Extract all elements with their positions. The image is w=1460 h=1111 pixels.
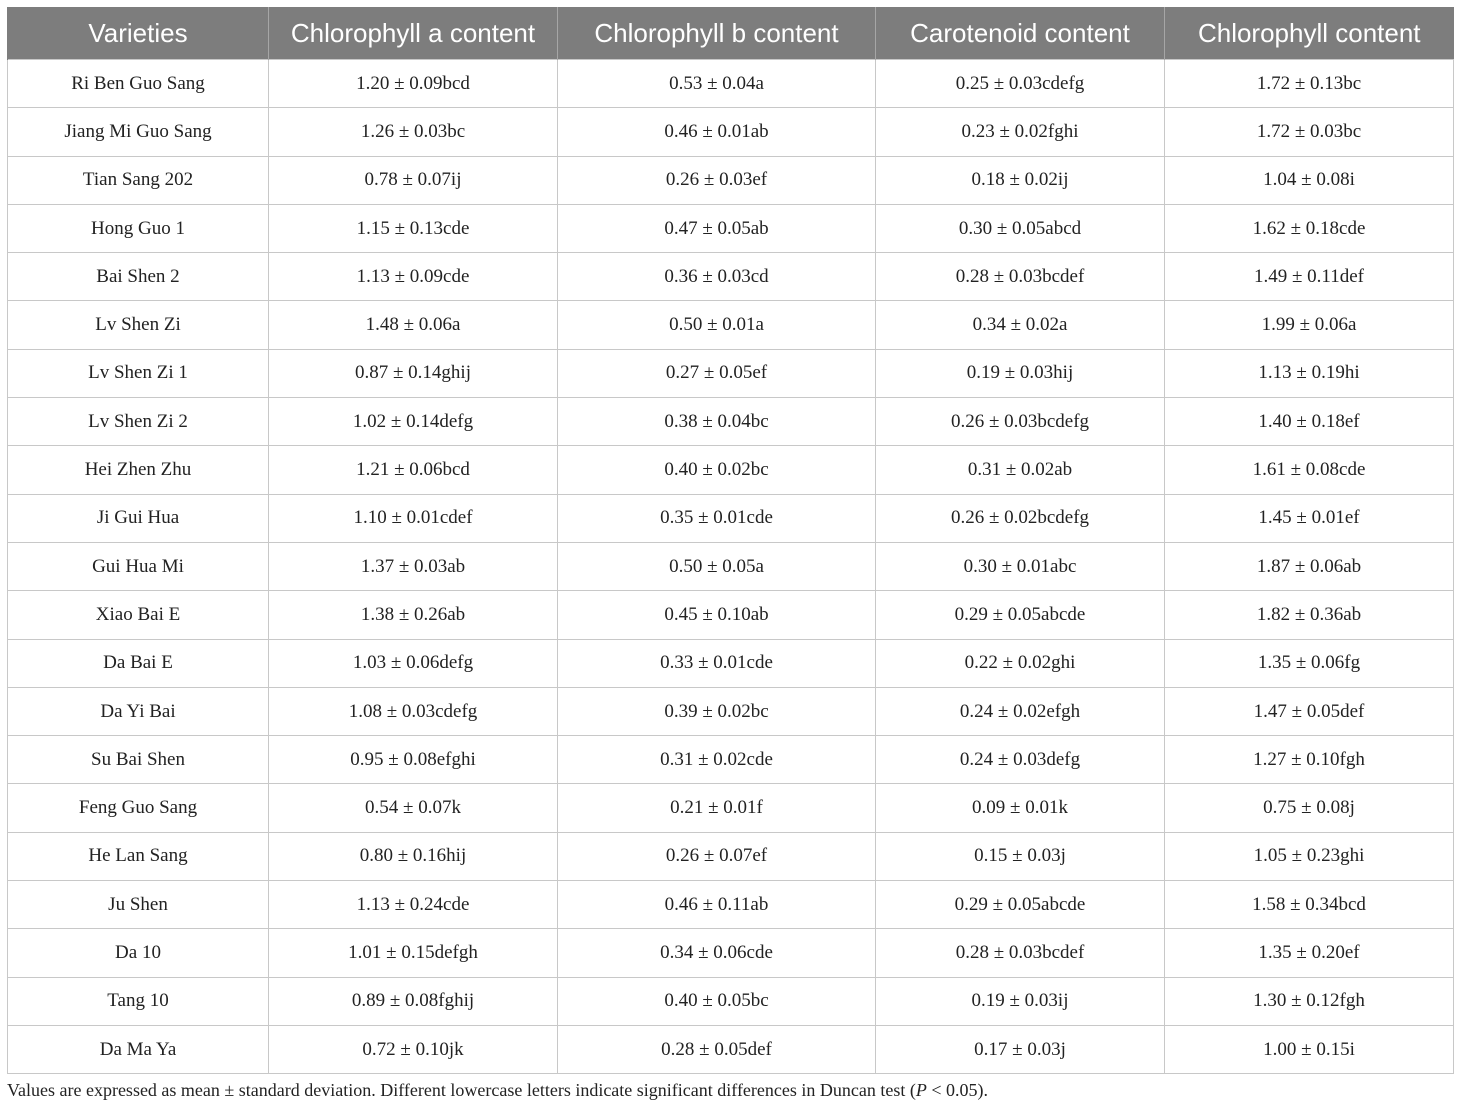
table-row: [8, 60, 1454, 108]
cell-chlorophyll-a: 1.37 ± 0.03ab: [269, 542, 558, 590]
column-header-chlorophyll-b: Chlorophyll b content: [558, 7, 876, 60]
cell-carotenoid: 0.15 ± 0.03j: [876, 832, 1165, 880]
cell-variety: Hong Guo 1: [8, 204, 269, 252]
table-row: [8, 253, 1454, 301]
cell-chlorophyll-a: 1.13 ± 0.24cde: [269, 881, 558, 929]
table-row: [8, 1025, 1454, 1073]
cell-chlorophyll-b: 0.27 ± 0.05ef: [558, 349, 876, 397]
table-row: [8, 977, 1454, 1025]
cell-chlorophyll-b: 0.46 ± 0.11ab: [558, 881, 876, 929]
cell-variety: Feng Guo Sang: [8, 784, 269, 832]
cell-chlorophyll-b: 0.50 ± 0.01a: [558, 301, 876, 349]
cell-chlorophyll-b: 0.26 ± 0.07ef: [558, 832, 876, 880]
cell-variety: Tang 10: [8, 977, 269, 1025]
cell-variety: Gui Hua Mi: [8, 542, 269, 590]
cell-chlorophyll-a: 0.80 ± 0.16hij: [269, 832, 558, 880]
cell-chlorophyll: 1.13 ± 0.19hi: [1165, 349, 1454, 397]
cell-chlorophyll: 1.61 ± 0.08cde: [1165, 446, 1454, 494]
cell-chlorophyll-b: 0.34 ± 0.06cde: [558, 929, 876, 977]
cell-carotenoid: 0.25 ± 0.03cdefg: [876, 60, 1165, 108]
cell-chlorophyll: 1.62 ± 0.18cde: [1165, 204, 1454, 252]
cell-chlorophyll-a: 1.01 ± 0.15defgh: [269, 929, 558, 977]
cell-chlorophyll-b: 0.31 ± 0.02cde: [558, 736, 876, 784]
table-row: [8, 881, 1454, 929]
cell-carotenoid: 0.31 ± 0.02ab: [876, 446, 1165, 494]
table-row: [8, 108, 1454, 156]
cell-variety: Lv Shen Zi: [8, 301, 269, 349]
cell-chlorophyll-b: 0.50 ± 0.05a: [558, 542, 876, 590]
column-header-chlorophyll-a: Chlorophyll a content: [269, 7, 558, 60]
cell-carotenoid: 0.19 ± 0.03hij: [876, 349, 1165, 397]
cell-carotenoid: 0.26 ± 0.02bcdefg: [876, 494, 1165, 542]
cell-chlorophyll-b: 0.47 ± 0.05ab: [558, 204, 876, 252]
cell-carotenoid: 0.24 ± 0.02efgh: [876, 687, 1165, 735]
table-row: [8, 591, 1454, 639]
cell-variety: Lv Shen Zi 2: [8, 398, 269, 446]
table-row: [8, 204, 1454, 252]
table-body: [8, 60, 1454, 1074]
table-row: [8, 929, 1454, 977]
cell-carotenoid: 0.34 ± 0.02a: [876, 301, 1165, 349]
cell-variety: Ri Ben Guo Sang: [8, 60, 269, 108]
cell-chlorophyll-b: 0.45 ± 0.10ab: [558, 591, 876, 639]
cell-carotenoid: 0.19 ± 0.03ij: [876, 977, 1165, 1025]
cell-chlorophyll-b: 0.40 ± 0.05bc: [558, 977, 876, 1025]
table-header-row: [8, 7, 1454, 60]
cell-chlorophyll: 0.75 ± 0.08j: [1165, 784, 1454, 832]
cell-variety: Bai Shen 2: [8, 253, 269, 301]
cell-variety: Ju Shen: [8, 881, 269, 929]
table-footnote: [7, 1080, 988, 1101]
cell-chlorophyll-a: 1.21 ± 0.06bcd: [269, 446, 558, 494]
footnote-text-before: Values are expressed as mean ± standard deviation. Different lowercase letters indicate significant differences in Duncan test (: [7, 1080, 916, 1100]
cell-chlorophyll: 1.82 ± 0.36ab: [1165, 591, 1454, 639]
footnote-p-symbol: P: [915, 1080, 927, 1100]
table-row: [8, 639, 1454, 687]
column-header-varieties: Varieties: [8, 7, 269, 60]
cell-chlorophyll: 1.27 ± 0.10fgh: [1165, 736, 1454, 784]
cell-carotenoid: 0.30 ± 0.05abcd: [876, 204, 1165, 252]
cell-chlorophyll: 1.30 ± 0.12fgh: [1165, 977, 1454, 1025]
cell-chlorophyll-a: 0.72 ± 0.10jk: [269, 1025, 558, 1073]
table-row: [8, 446, 1454, 494]
cell-chlorophyll-a: 1.48 ± 0.06a: [269, 301, 558, 349]
cell-chlorophyll-a: 1.26 ± 0.03bc: [269, 108, 558, 156]
cell-chlorophyll-a: 1.20 ± 0.09bcd: [269, 60, 558, 108]
footnote-text-after: < 0.05).: [926, 1080, 989, 1100]
cell-carotenoid: 0.29 ± 0.05abcde: [876, 881, 1165, 929]
table-row: [8, 687, 1454, 735]
cell-variety: Jiang Mi Guo Sang: [8, 108, 269, 156]
cell-chlorophyll: 1.04 ± 0.08i: [1165, 156, 1454, 204]
cell-chlorophyll-a: 0.95 ± 0.08efghi: [269, 736, 558, 784]
cell-chlorophyll-b: 0.36 ± 0.03cd: [558, 253, 876, 301]
cell-chlorophyll-a: 1.02 ± 0.14defg: [269, 398, 558, 446]
cell-chlorophyll-a: 1.15 ± 0.13cde: [269, 204, 558, 252]
cell-chlorophyll-a: 0.89 ± 0.08fghij: [269, 977, 558, 1025]
cell-variety: Da Yi Bai: [8, 687, 269, 735]
cell-chlorophyll-a: 0.87 ± 0.14ghij: [269, 349, 558, 397]
cell-chlorophyll-b: 0.26 ± 0.03ef: [558, 156, 876, 204]
cell-chlorophyll: 1.35 ± 0.20ef: [1165, 929, 1454, 977]
table-row: [8, 398, 1454, 446]
cell-carotenoid: 0.09 ± 0.01k: [876, 784, 1165, 832]
table-row: [8, 542, 1454, 590]
cell-chlorophyll: 1.35 ± 0.06fg: [1165, 639, 1454, 687]
cell-chlorophyll-a: 0.78 ± 0.07ij: [269, 156, 558, 204]
cell-variety: Da Ma Ya: [8, 1025, 269, 1073]
table-row: [8, 784, 1454, 832]
cell-variety: Lv Shen Zi 1: [8, 349, 269, 397]
cell-chlorophyll: 1.58 ± 0.34bcd: [1165, 881, 1454, 929]
data-table-container: [7, 7, 1453, 1074]
cell-chlorophyll-b: 0.46 ± 0.01ab: [558, 108, 876, 156]
cell-variety: Da Bai E: [8, 639, 269, 687]
cell-carotenoid: 0.30 ± 0.01abc: [876, 542, 1165, 590]
column-header-carotenoid: Carotenoid content: [876, 7, 1165, 60]
table-row: [8, 736, 1454, 784]
cell-variety: He Lan Sang: [8, 832, 269, 880]
cell-carotenoid: 0.23 ± 0.02fghi: [876, 108, 1165, 156]
cell-chlorophyll-b: 0.38 ± 0.04bc: [558, 398, 876, 446]
cell-chlorophyll-a: 0.54 ± 0.07k: [269, 784, 558, 832]
cell-chlorophyll: 1.47 ± 0.05def: [1165, 687, 1454, 735]
cell-chlorophyll-a: 1.10 ± 0.01cdef: [269, 494, 558, 542]
cell-carotenoid: 0.29 ± 0.05abcde: [876, 591, 1165, 639]
cell-carotenoid: 0.24 ± 0.03defg: [876, 736, 1165, 784]
cell-chlorophyll: 1.05 ± 0.23ghi: [1165, 832, 1454, 880]
cell-variety: Ji Gui Hua: [8, 494, 269, 542]
cell-chlorophyll: 1.49 ± 0.11def: [1165, 253, 1454, 301]
cell-chlorophyll-a: 1.08 ± 0.03cdefg: [269, 687, 558, 735]
cell-chlorophyll: 1.72 ± 0.03bc: [1165, 108, 1454, 156]
table-row: [8, 349, 1454, 397]
cell-carotenoid: 0.26 ± 0.03bcdefg: [876, 398, 1165, 446]
cell-chlorophyll: 1.87 ± 0.06ab: [1165, 542, 1454, 590]
cell-variety: Xiao Bai E: [8, 591, 269, 639]
cell-chlorophyll: 1.99 ± 0.06a: [1165, 301, 1454, 349]
cell-carotenoid: 0.22 ± 0.02ghi: [876, 639, 1165, 687]
cell-carotenoid: 0.28 ± 0.03bcdef: [876, 929, 1165, 977]
cell-chlorophyll-b: 0.28 ± 0.05def: [558, 1025, 876, 1073]
cell-chlorophyll-a: 1.38 ± 0.26ab: [269, 591, 558, 639]
cell-carotenoid: 0.28 ± 0.03bcdef: [876, 253, 1165, 301]
cell-chlorophyll: 1.00 ± 0.15i: [1165, 1025, 1454, 1073]
cell-variety: Hei Zhen Zhu: [8, 446, 269, 494]
cell-variety: Tian Sang 202: [8, 156, 269, 204]
cell-carotenoid: 0.17 ± 0.03j: [876, 1025, 1165, 1073]
cell-chlorophyll: 1.72 ± 0.13bc: [1165, 60, 1454, 108]
cell-variety: Da 10: [8, 929, 269, 977]
cell-chlorophyll: 1.40 ± 0.18ef: [1165, 398, 1454, 446]
cell-chlorophyll-b: 0.53 ± 0.04a: [558, 60, 876, 108]
table-row: [8, 494, 1454, 542]
cell-chlorophyll: 1.45 ± 0.01ef: [1165, 494, 1454, 542]
table-row: [8, 832, 1454, 880]
cell-chlorophyll-b: 0.35 ± 0.01cde: [558, 494, 876, 542]
cell-variety: Su Bai Shen: [8, 736, 269, 784]
varieties-pigment-table: [7, 7, 1454, 1074]
cell-chlorophyll-b: 0.40 ± 0.02bc: [558, 446, 876, 494]
cell-chlorophyll-a: 1.03 ± 0.06defg: [269, 639, 558, 687]
cell-chlorophyll-a: 1.13 ± 0.09cde: [269, 253, 558, 301]
column-header-chlorophyll: Chlorophyll content: [1165, 7, 1454, 60]
table-row: [8, 301, 1454, 349]
cell-chlorophyll-b: 0.33 ± 0.01cde: [558, 639, 876, 687]
cell-chlorophyll-b: 0.39 ± 0.02bc: [558, 687, 876, 735]
table-row: [8, 156, 1454, 204]
cell-carotenoid: 0.18 ± 0.02ij: [876, 156, 1165, 204]
cell-chlorophyll-b: 0.21 ± 0.01f: [558, 784, 876, 832]
